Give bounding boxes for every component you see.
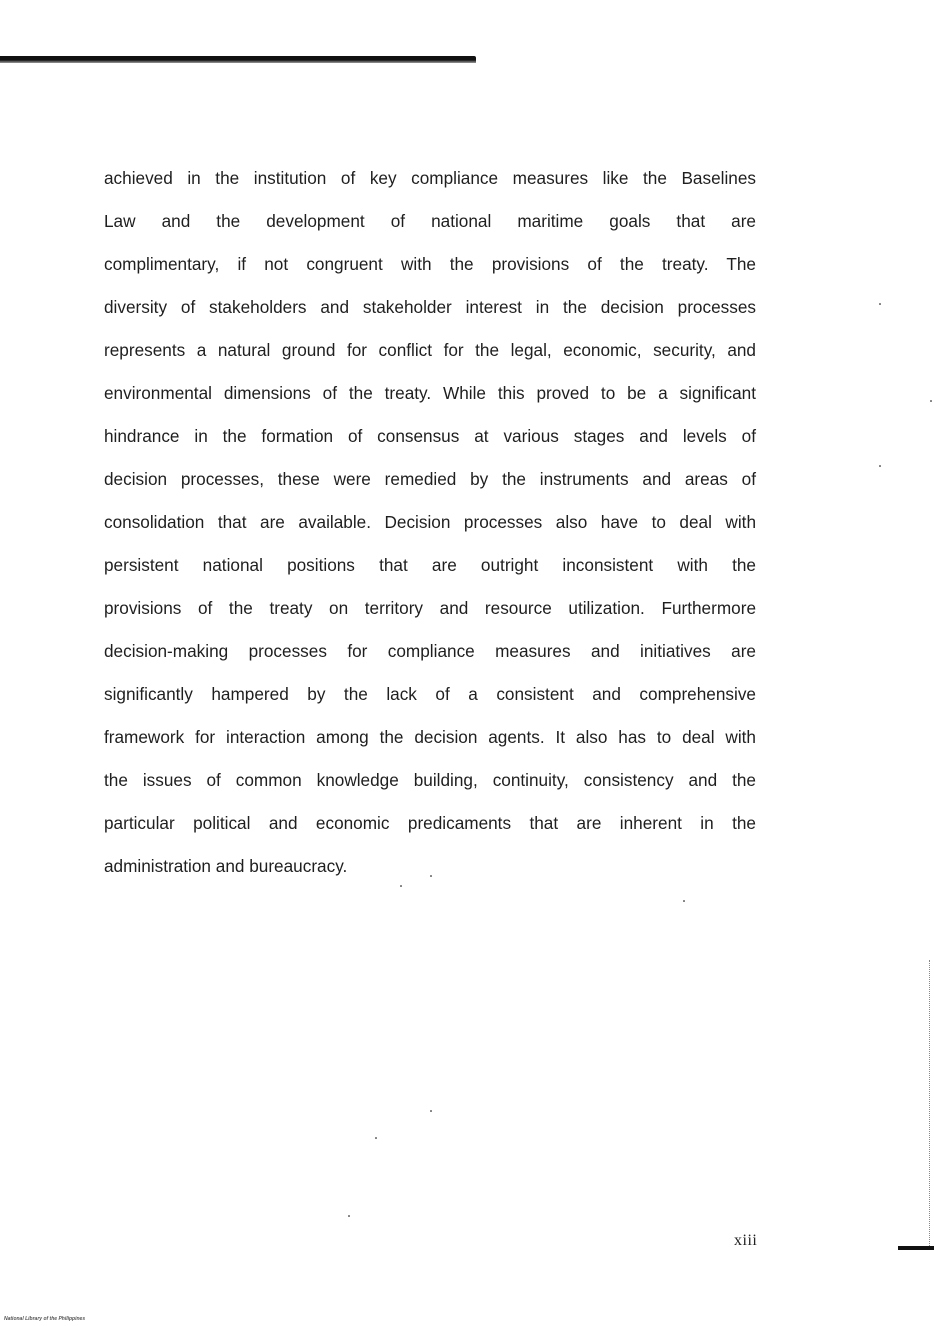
paragraph-line: administration and bureaucracy. <box>104 856 348 876</box>
scan-speck <box>400 885 402 887</box>
paragraph-line: achieved in the institution of key compliance measures like the Baselines <box>104 168 756 188</box>
scan-speck <box>375 1137 377 1139</box>
paragraph-line: hindrance in the formation of consensus at various stages and levels of <box>104 426 756 446</box>
library-stamp: National Library of the Philippines <box>4 1316 86 1322</box>
paragraph-line: particular political and economic predicaments that are inherent in the <box>104 813 756 833</box>
scan-edge-dots <box>929 960 931 1250</box>
paragraph-line: framework for interaction among the decision agents. It also has to deal with <box>104 727 756 747</box>
paragraph-line: decision-making processes for compliance measures and initiatives are <box>104 641 756 661</box>
scan-speck <box>430 875 432 877</box>
paragraph-line: provisions of the treaty on territory and resource utilization. Furthermore <box>104 598 756 618</box>
paragraph-line: complimentary, if not congruent with the provisions of the treaty. The <box>104 254 756 274</box>
paragraph-line: consolidation that are available. Decision processes also have to deal with <box>104 512 756 532</box>
paragraph-line: Law and the development of national maritime goals that are <box>104 211 756 231</box>
paragraph-line: the issues of common knowledge building, continuity, consistency and the <box>104 770 756 790</box>
scan-speck <box>683 900 685 902</box>
paragraph-line: represents a natural ground for conflict for the legal, economic, security, and <box>104 340 756 360</box>
paragraph-line: environmental dimensions of the treaty. While this proved to be a significant <box>104 383 756 403</box>
paragraph-line: decision processes, these were remedied by the instruments and areas of <box>104 469 756 489</box>
scan-speck <box>430 1110 432 1112</box>
scan-speck <box>930 400 932 402</box>
scan-speck <box>348 1215 350 1217</box>
scan-speck <box>879 303 881 305</box>
header-rule <box>0 56 476 63</box>
paragraph-line: significantly hampered by the lack of a consistent and comprehensive <box>104 684 756 704</box>
body-paragraph <box>104 157 756 888</box>
paragraph-line: diversity of stakeholders and stakeholder interest in the decision processes <box>104 297 756 317</box>
scan-speck <box>879 465 881 467</box>
scan-edge-mark <box>898 1246 934 1250</box>
paragraph-line: persistent national positions that are outright inconsistent with the <box>104 555 756 575</box>
page-number: xiii <box>734 1232 758 1249</box>
